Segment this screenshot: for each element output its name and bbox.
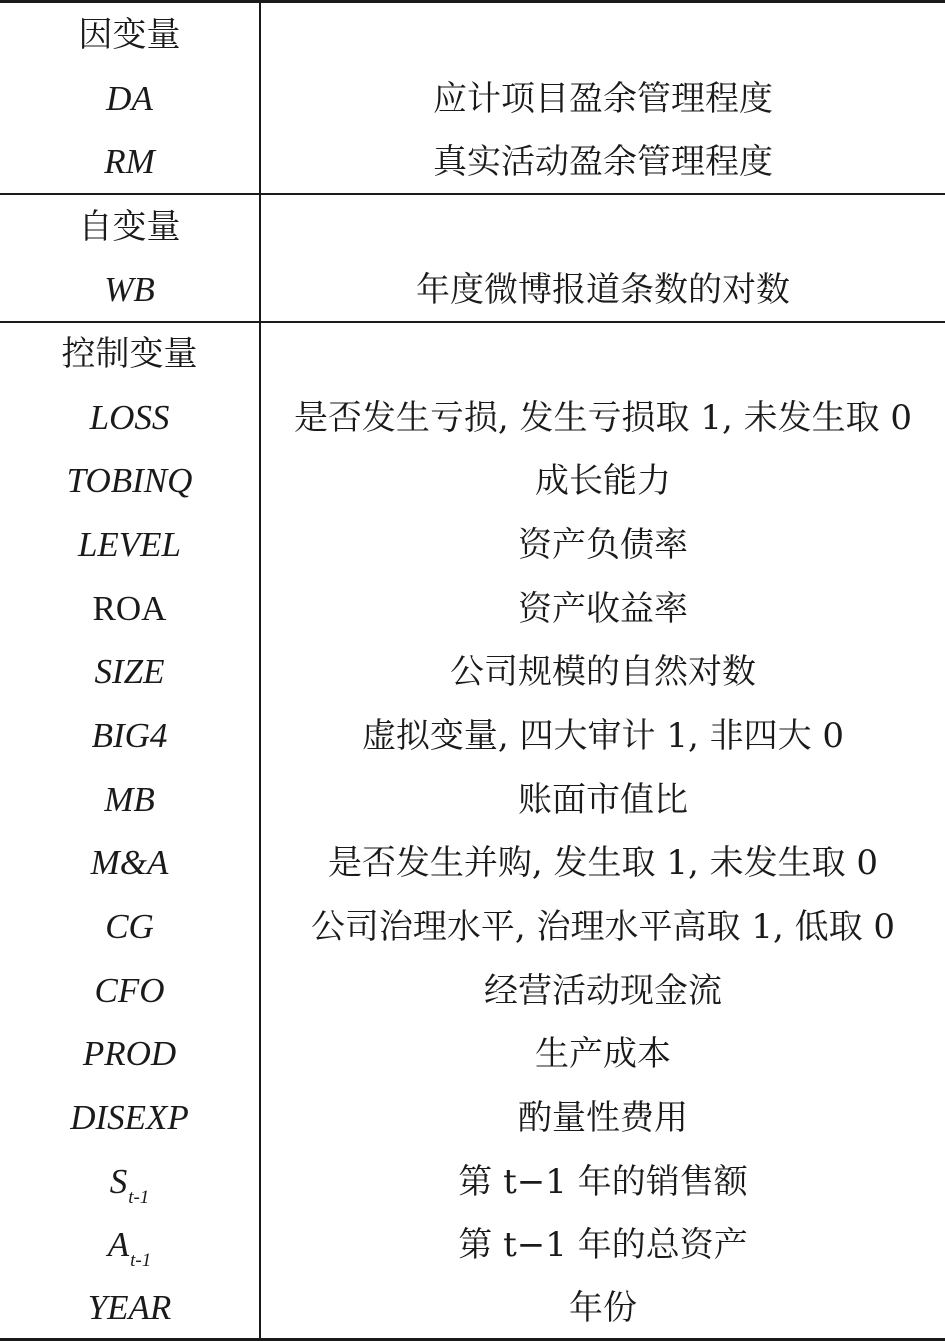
var-size: SIZE (94, 652, 165, 691)
var-sales-lag-subscript: t-1 (128, 1187, 150, 1209)
desc-size: 公司规模的自然对数 (450, 652, 756, 692)
var-prod: PROD (82, 1034, 177, 1073)
var-assets-lag-symbol: A (107, 1225, 130, 1264)
var-level: LEVEL (77, 525, 182, 564)
desc-level: 资产负债率 (518, 525, 688, 565)
desc-cg: 公司治理水平, 治理水平高取 1, 低取 0 (310, 907, 896, 947)
desc-disexp: 酌量性费用 (518, 1098, 688, 1138)
desc-big4: 虚拟变量, 四大审计 1, 非四大 0 (361, 716, 845, 756)
var-tobinq: TOBINQ (66, 461, 193, 500)
var-cfo: CFO (94, 971, 165, 1010)
var-year: YEAR (87, 1288, 172, 1327)
desc-sales-lag: 第 t−1 年的销售额 (458, 1162, 748, 1202)
desc-da: 应计项目盈余管理程度 (433, 79, 773, 119)
var-assets-lag (0, 1213, 259, 1277)
desc-roa: 资产收益率 (518, 589, 688, 629)
var-cg: CG (105, 907, 154, 946)
var-sales-lag-symbol: S (109, 1162, 128, 1201)
desc-loss: 是否发生亏损, 发生亏损取 1, 未发生取 0 (293, 398, 913, 438)
desc-ma: 是否发生并购, 发生取 1, 未发生取 0 (327, 843, 879, 883)
var-roa: ROA (92, 589, 167, 628)
var-da: DA (106, 79, 153, 118)
var-disexp: DISEXP (70, 1098, 189, 1137)
var-big4: BIG4 (91, 716, 168, 755)
section-title-independent: 自变量 (78, 207, 181, 247)
desc-prod: 生产成本 (535, 1034, 671, 1074)
var-sales-lag (0, 1150, 259, 1214)
var-ma: M&A (90, 843, 169, 882)
var-assets-lag-subscript: t-1 (130, 1250, 152, 1272)
var-loss: LOSS (89, 398, 170, 437)
var-rm: RM (104, 142, 155, 181)
var-mb: MB (104, 780, 155, 819)
section-title-dependent: 因变量 (78, 15, 181, 55)
desc-tobinq: 成长能力 (535, 461, 671, 501)
section-title-control: 控制变量 (61, 334, 198, 374)
desc-year: 年份 (569, 1288, 637, 1328)
desc-assets-lag: 第 t−1 年的总资产 (458, 1225, 748, 1265)
desc-mb: 账面市值比 (518, 780, 688, 820)
desc-wb: 年度微博报道条数的对数 (416, 270, 790, 310)
desc-cfo: 经营活动现金流 (484, 971, 722, 1011)
var-wb: WB (104, 270, 155, 309)
desc-rm: 真实活动盈余管理程度 (433, 142, 773, 182)
